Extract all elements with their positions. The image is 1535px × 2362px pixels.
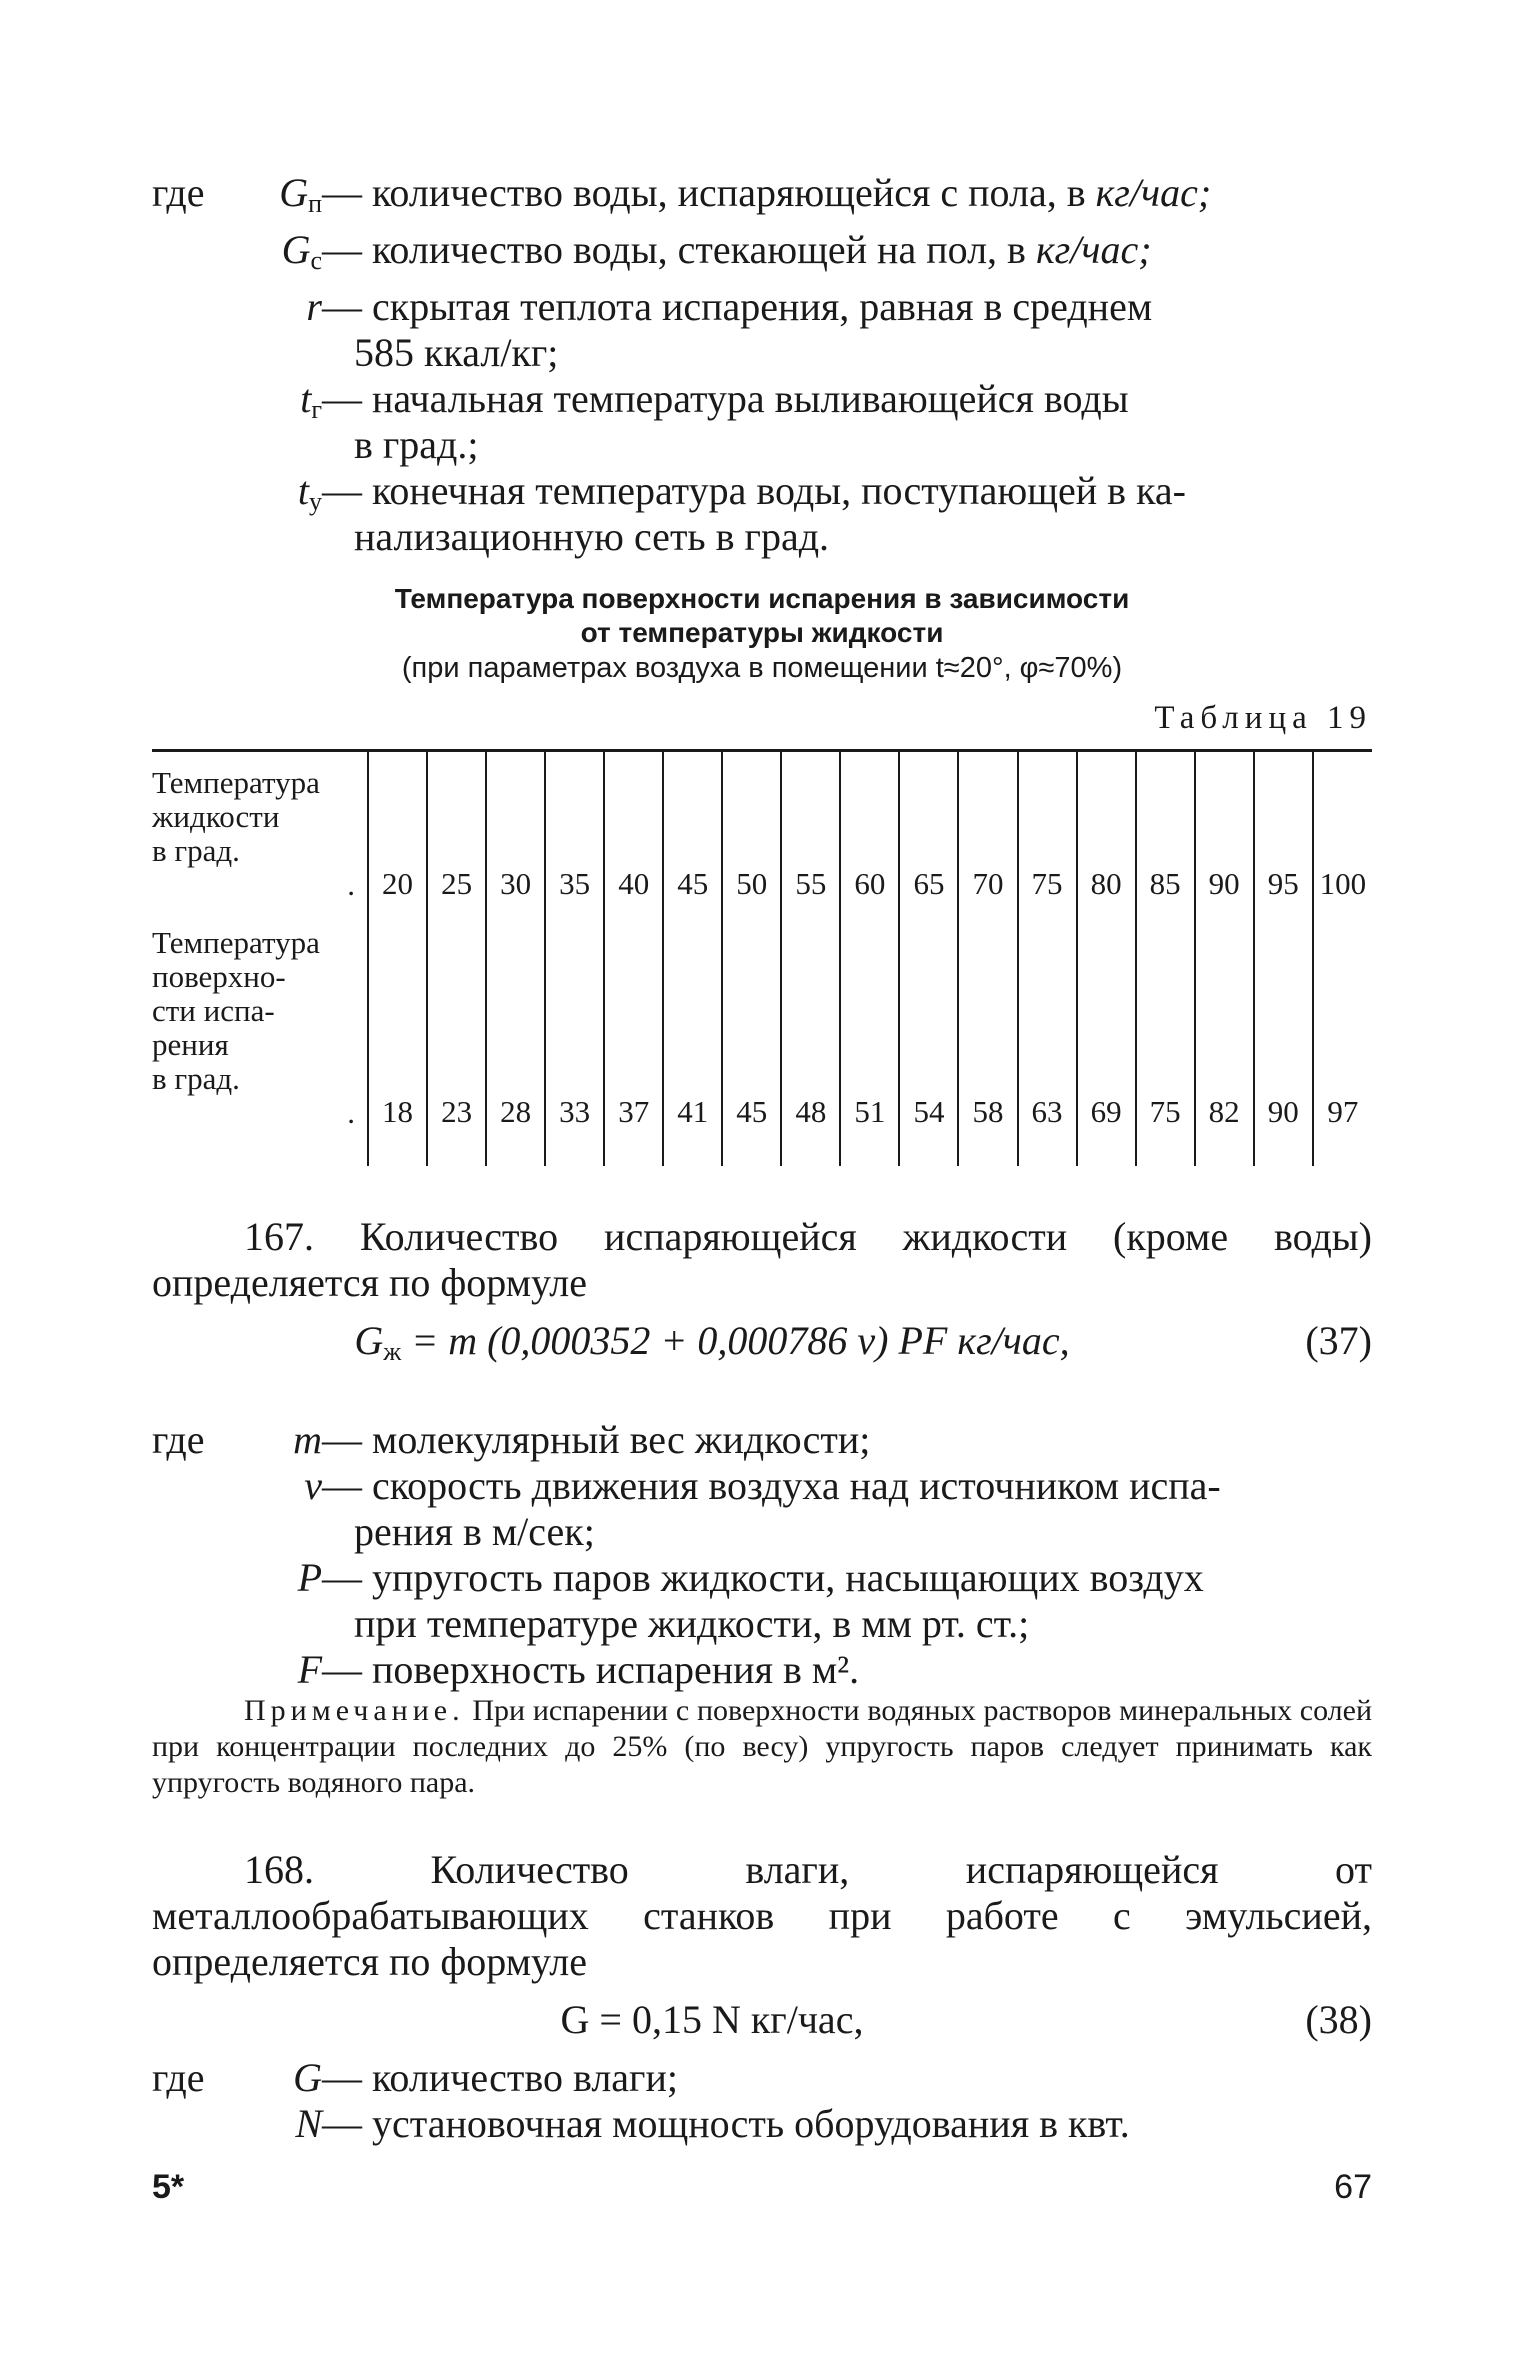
table-cell: 23 [427, 910, 486, 1166]
row-header-line: Температура [152, 925, 320, 960]
definition-main: — количество воды, стекающей на пол, в [322, 227, 1026, 272]
formula-37-number: (37) [1305, 1318, 1372, 1363]
paragraph-168: 168. Количество влаги, испаряющейся от металлообрабатывающих станков при работе с эмульсией, определяется по формуле [152, 1847, 1372, 1984]
definition-text [322, 1417, 1372, 1463]
table-cell: 37 [604, 910, 663, 1166]
leader-dots: . [347, 867, 355, 902]
definition-symbol [244, 468, 322, 560]
note-text: При испарении с поверхности водяных растворов минеральных солей при концентрации последних до 25% (по весу) упругость паров следует принимать как упругость водяного пара. [152, 1694, 1373, 1799]
symbol-letter: G [279, 170, 309, 215]
formula-37 [152, 1316, 1372, 1377]
definition-row [152, 2055, 1372, 2101]
table-cell: 18 [368, 910, 427, 1166]
table-row-surface-temp [152, 910, 1372, 1166]
definition-lead: где [152, 1417, 205, 1462]
row-header-line: поверхно- [152, 959, 286, 994]
definition-text [322, 1555, 1372, 1647]
row-header-line: в град. [152, 1061, 240, 1096]
definition-symbol [244, 284, 322, 376]
signature-mark: 5* [152, 2168, 185, 2206]
definition-lead [152, 284, 244, 376]
definition-row [152, 1463, 1372, 1555]
table-cell: 28 [486, 910, 545, 1166]
page-number: 67 [1334, 2168, 1372, 2206]
formula-37-lhs: G [354, 1318, 384, 1363]
row-header-line: Температура [152, 765, 320, 800]
definition-text [322, 468, 1372, 560]
definition-row [152, 284, 1372, 376]
table-caption-line1: Температура поверхности испарения в зависимости [394, 583, 1130, 614]
formula-37-expr [152, 1316, 1272, 1377]
table-cell: 75 [1018, 751, 1077, 911]
definition-lead: где [152, 2055, 205, 2100]
definitions-top [152, 170, 1372, 560]
definition-lead [152, 468, 244, 560]
formula-37-rhs: = m (0,000352 + 0,000786 v) PF кг/час, [411, 1318, 1070, 1363]
definition-lead [152, 2101, 244, 2147]
definition-symbol [244, 376, 322, 468]
definition-continuation: в град.; [354, 422, 479, 467]
formula-38 [152, 1995, 1372, 2045]
definition-row [152, 227, 1372, 284]
leader-dots: . [347, 1095, 355, 1130]
table-cell: 82 [1195, 910, 1254, 1166]
table-cell: 63 [1018, 910, 1077, 1166]
definition-row [152, 1555, 1372, 1647]
definition-row [152, 2101, 1372, 2147]
formula-38-expr: G = 0,15 N кг/час, [560, 1997, 864, 2042]
definition-main: — конечная температура воды, поступающей в ка- [322, 468, 1186, 513]
definition-main: — количество воды, испаряющейся с пола, в [322, 170, 1086, 215]
definition-text [322, 1647, 1372, 1693]
symbol-subscript: г [311, 395, 322, 424]
table-cell: 35 [545, 751, 604, 911]
definition-symbol [244, 1555, 322, 1647]
table-cell: 25 [427, 751, 486, 911]
row-header-line: в град. [152, 833, 240, 868]
definition-text [322, 2101, 1372, 2147]
definition-row [152, 1417, 1372, 1463]
row-header-line: жидкости [152, 799, 280, 834]
page-footer [152, 2168, 1372, 2207]
table-caption [152, 582, 1372, 650]
definition-main: — начальная температура выливающейся воды [322, 376, 1129, 421]
symbol-letter: v [304, 1463, 322, 1508]
table-cell: 100 [1313, 751, 1372, 911]
definition-text [322, 284, 1372, 376]
definition-main: — упругость паров жидкости, насыщающих воздух [322, 1555, 1204, 1600]
definition-lead [152, 1463, 244, 1555]
table-cell: 58 [958, 910, 1017, 1166]
definitions-38 [152, 2055, 1372, 2147]
definition-lead: где [152, 170, 205, 215]
table-cell: 70 [958, 751, 1017, 911]
table-cell: 85 [1136, 751, 1195, 911]
table-cell: 80 [1077, 751, 1136, 911]
table-cell: 33 [545, 910, 604, 1166]
definition-row [152, 170, 1372, 227]
definition-lead [152, 227, 244, 284]
definition-symbol [244, 227, 322, 284]
table-params: (при параметрах воздуха в помещении t≈20°, φ≈70%) [401, 652, 1123, 684]
definition-symbol [244, 2055, 322, 2101]
definition-main: — установочная мощность оборудования в квт. [322, 2101, 1130, 2146]
definition-main: — количество влаги; [322, 2055, 678, 2100]
definition-text [322, 2055, 1372, 2101]
definition-continuation: при температуре жидкости, в мм рт. ст.; [354, 1601, 1030, 1646]
definition-lead [152, 1647, 244, 1693]
definition-symbol [244, 170, 322, 227]
row-header-liquid-temp [152, 751, 368, 911]
definition-row [152, 376, 1372, 468]
data-table [152, 749, 1372, 1166]
symbol-letter: G [293, 2055, 322, 2100]
definition-unit: кг/час; [1035, 227, 1152, 272]
formula-38-number: (38) [1305, 1997, 1372, 2042]
definitions-37 [152, 1417, 1372, 1693]
symbol-letter: F [297, 1647, 322, 1692]
symbol-letter: N [295, 2101, 322, 2146]
formula-37-sub: ж [383, 1337, 402, 1366]
note [152, 1693, 1372, 1801]
symbol-letter: t [297, 468, 309, 513]
table-cell: 51 [840, 910, 899, 1166]
table-cell: 60 [840, 751, 899, 911]
definition-symbol [244, 1417, 322, 1463]
table-cell: 90 [1254, 910, 1313, 1166]
definition-continuation: 585 ккал/кг; [354, 330, 559, 375]
table-cell: 55 [781, 751, 840, 911]
table-cell: 69 [1077, 910, 1136, 1166]
table-cell: 75 [1136, 910, 1195, 1166]
symbol-letter: t [300, 376, 312, 421]
table-cell: 48 [781, 910, 840, 1166]
definition-symbol [244, 1463, 322, 1555]
row-header-line: рения [152, 1027, 229, 1062]
table-cell: 97 [1313, 910, 1372, 1166]
symbol-letter: r [306, 284, 322, 329]
symbol-letter: P [297, 1555, 322, 1600]
table-cell: 41 [663, 910, 722, 1166]
symbol-letter: m [293, 1417, 322, 1462]
table-cell: 45 [663, 751, 722, 911]
table-label: Таблица 19 [1154, 700, 1372, 736]
definition-main: — молекулярный вес жидкости; [322, 1417, 871, 1462]
row-header-surface-temp [152, 910, 368, 1166]
definition-main: — скорость движения воздуха над источником испа- [322, 1463, 1221, 1508]
table-caption-line2: от температуры жидкости [580, 617, 944, 648]
table-cell: 54 [899, 910, 958, 1166]
table-cell: 20 [368, 751, 427, 911]
table-cell: 50 [722, 751, 781, 911]
definition-text [322, 227, 1372, 284]
definition-row [152, 1647, 1372, 1693]
definition-continuation: нализационную сеть в град. [354, 514, 830, 559]
definition-main: — скрытая теплота испарения, равная в среднем [322, 284, 1153, 329]
definition-lead [152, 1555, 244, 1647]
page [152, 170, 1372, 2147]
symbol-subscript: с [310, 246, 322, 275]
symbol-letter: G [281, 227, 311, 272]
table-cell: 30 [486, 751, 545, 911]
note-title: Примечание. [244, 1694, 465, 1727]
definition-lead [152, 376, 244, 468]
table-row-liquid-temp [152, 751, 1372, 911]
row-header-line: сти испа- [152, 993, 275, 1028]
table-cell: 65 [899, 751, 958, 911]
table-cell: 40 [604, 751, 663, 911]
table-cell: 95 [1254, 751, 1313, 911]
definition-unit: кг/час; [1095, 170, 1212, 215]
table-cell: 90 [1195, 751, 1254, 911]
definition-continuation: рения в м/сек; [354, 1509, 595, 1554]
paragraph-167: 167. Количество испаряющейся жидкости (кроме воды) определяется по формуле [152, 1214, 1372, 1305]
definition-text [322, 170, 1372, 227]
definition-text [322, 376, 1372, 468]
definition-symbol [244, 2101, 322, 2147]
definition-symbol [244, 1647, 322, 1693]
symbol-subscript: у [309, 487, 322, 516]
definition-main: — поверхность испарения в м². [322, 1647, 860, 1692]
definition-text [322, 1463, 1372, 1555]
definition-row [152, 468, 1372, 560]
symbol-subscript: п [308, 189, 322, 218]
table-cell: 45 [722, 910, 781, 1166]
